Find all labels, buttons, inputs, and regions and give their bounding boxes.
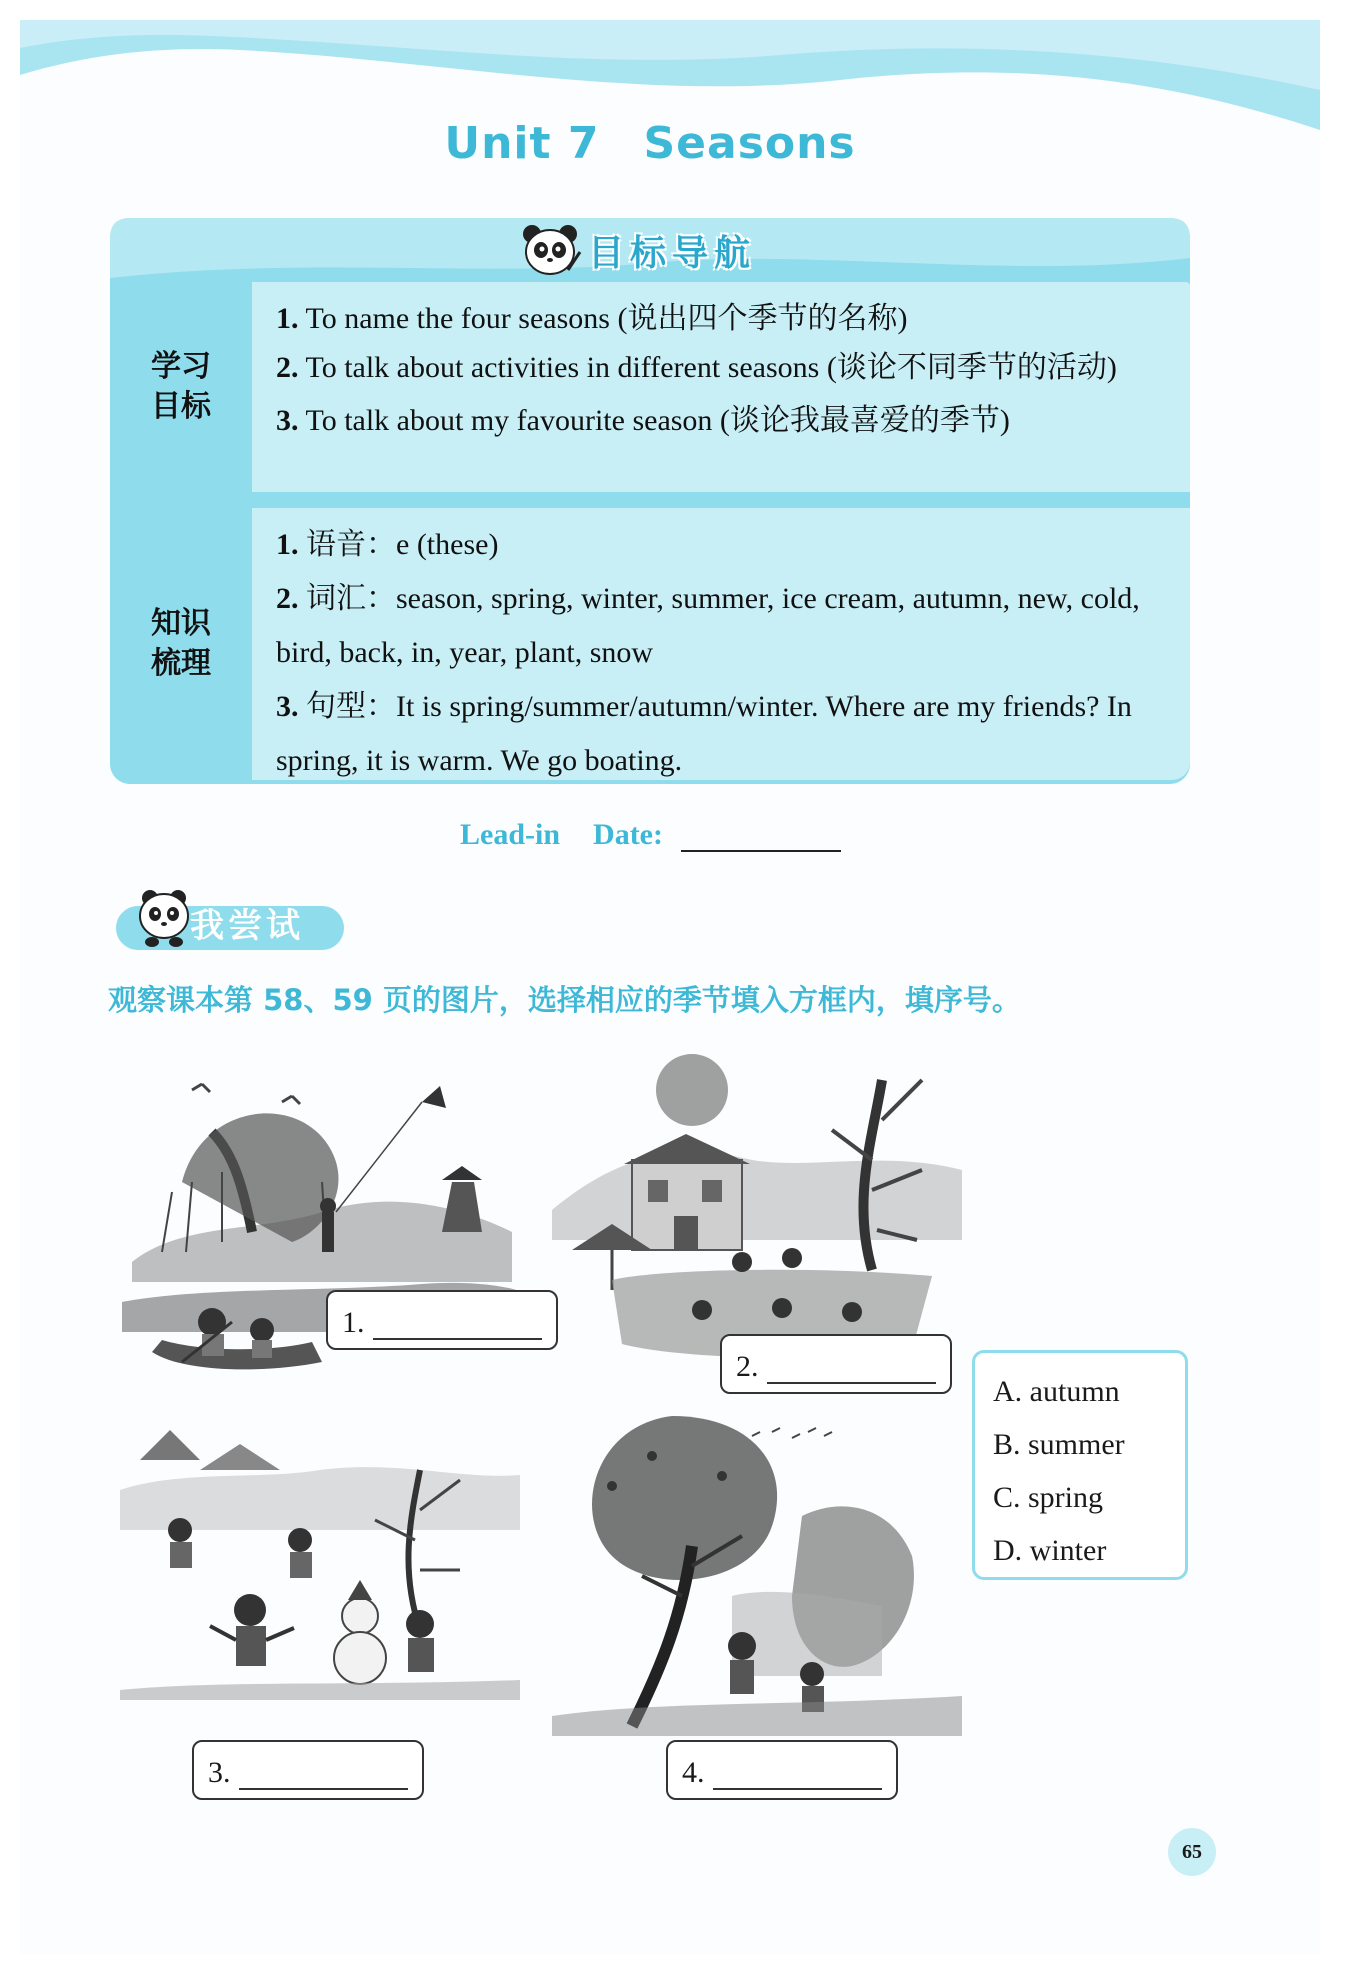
learning-item: 2. To talk about activities in different seasons (谈论不同季节的活动)	[276, 351, 1117, 384]
goals-box	[110, 218, 1190, 784]
knowledge-row	[110, 508, 1190, 780]
answer-blank-2[interactable]	[767, 1354, 937, 1384]
answer-label-1: 1.	[342, 1306, 365, 1339]
instruction-text: 观察课本第 58、59 页的图片，选择相应的季节填入方框内，填序号。	[108, 983, 1021, 1017]
answer-label-2: 2.	[736, 1350, 759, 1383]
answer-box-1[interactable]	[326, 1290, 558, 1350]
panda-icon	[520, 222, 582, 278]
option-item: A. autumn	[993, 1375, 1120, 1408]
scene-2-illustration	[552, 1040, 962, 1380]
answer-box-4[interactable]	[666, 1740, 898, 1800]
answer-label-4: 4.	[682, 1756, 705, 1789]
knowledge-item: 3. 句型：It is spring/summer/autumn/winter. Where are my friends? In spring, it is warm. We go boating.	[276, 690, 1132, 777]
answer-blank-1[interactable]	[373, 1310, 543, 1340]
leadin-line	[460, 818, 841, 852]
options-box	[972, 1350, 1188, 1580]
knowledge-content	[252, 508, 1190, 780]
unit-title: Unit 7 Seasons	[444, 118, 856, 169]
learning-goals-row	[110, 282, 1190, 492]
page-number: 65	[1168, 1828, 1216, 1876]
learning-item: 3. To talk about my favourite season (谈论我最喜爱的季节)	[276, 404, 1010, 437]
answer-box-2[interactable]	[720, 1334, 952, 1394]
date-field[interactable]	[681, 820, 841, 852]
scene-3-illustration	[120, 1400, 520, 1740]
answer-blank-3[interactable]	[239, 1760, 409, 1790]
goals-banner-title: 目标导航	[588, 232, 757, 274]
learning-item: 1. To name the four seasons (说出四个季节的名称)	[276, 302, 908, 335]
scene-4-illustration	[552, 1396, 962, 1746]
try-badge-label: 我尝试	[190, 906, 304, 946]
knowledge-item: 1. 语音：e (these)	[276, 528, 499, 561]
answer-box-3[interactable]	[192, 1740, 424, 1800]
answer-blank-4[interactable]	[713, 1760, 883, 1790]
date-label: Date:	[593, 818, 663, 851]
knowledge-item: 2. 词汇：season, spring, winter, summer, ice cream, autumn, new, cold, bird, back, in, year, plant, snow	[276, 582, 1140, 669]
option-item: C. spring	[993, 1481, 1104, 1514]
option-item: D. winter	[993, 1534, 1107, 1567]
option-item: B. summer	[993, 1428, 1125, 1461]
learning-goals-content	[252, 282, 1190, 492]
leadin-label: Lead-in	[460, 818, 561, 851]
goals-banner	[520, 218, 756, 282]
learning-goals-label: 学习目标	[151, 348, 211, 424]
answer-label-3: 3.	[208, 1756, 231, 1789]
knowledge-label: 知识梳理	[151, 605, 211, 681]
